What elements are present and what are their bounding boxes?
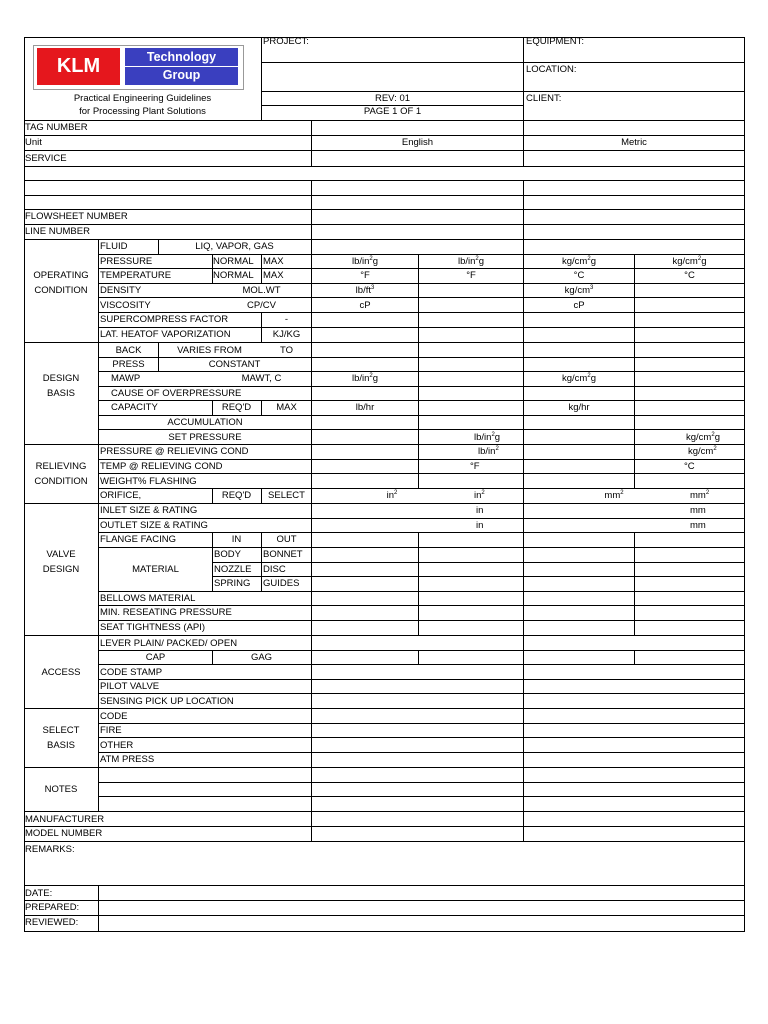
temperature-max-label: MAX <box>263 270 284 281</box>
weight-flashing-label: WEIGHT% FLASHING <box>100 476 197 487</box>
mawp-label: MAWP <box>111 373 141 384</box>
set-pressure-unit-metric: $kg/cm^2g$ <box>686 432 720 443</box>
grid-rule-vertical <box>523 37 524 121</box>
lat-heat-label: LAT. HEATOF VAPORIZATION <box>100 329 231 340</box>
grid-rule-vertical <box>98 239 99 812</box>
pressure-max-unit-en: $lb/in^2g$ <box>457 256 485 267</box>
grid-rule-horizontal <box>99 268 745 269</box>
service-label: SERVICE <box>25 153 67 164</box>
press-label: PRESS <box>112 359 145 370</box>
grid-rule-horizontal <box>24 224 745 225</box>
tag-number-label: TAG NUMBER <box>25 122 88 133</box>
inlet-size-label: INLET SIZE & RATING <box>100 505 198 516</box>
orifice-label: ORIFICE, <box>100 490 142 501</box>
temperature-normal-label: NORMAL <box>213 270 254 281</box>
grid-rule-horizontal <box>99 723 745 724</box>
back-label: BACK <box>115 345 142 356</box>
flange-in-label: IN <box>231 534 242 545</box>
grid-rule-horizontal <box>212 562 745 563</box>
date-label: DATE: <box>25 888 53 899</box>
grid-rule-horizontal <box>24 342 745 343</box>
temp-normal-unit-metric: °C <box>573 270 585 281</box>
metric-header: Metric <box>621 137 647 148</box>
grid-rule-horizontal <box>24 708 745 709</box>
fluid-label: FLUID <box>100 241 128 252</box>
accumulation-label: ACCUMULATION <box>167 417 243 428</box>
capacity-unit-metric: kg/hr <box>568 402 590 413</box>
select-basis-line1: SELECT <box>42 725 80 736</box>
mawp-unit-en: $lb/in^2g$ <box>351 373 379 384</box>
capacity-unit-en: lb/hr <box>355 402 375 413</box>
grid-rule-horizontal <box>24 135 745 136</box>
grid-rule-horizontal <box>99 488 745 489</box>
grid-rule-horizontal <box>99 796 745 797</box>
mawt-label: MAWT, C <box>241 373 282 384</box>
viscosity-label: VISCOSITY <box>100 300 151 311</box>
grid-rule-vertical <box>634 650 635 665</box>
grid-rule-horizontal <box>24 767 745 768</box>
grid-rule-horizontal <box>99 737 745 738</box>
relieving-temp-unit-metric: °C <box>684 461 695 472</box>
density-unit-en: $lb/ft^3$ <box>355 285 375 296</box>
supercompress-value: - <box>284 314 289 325</box>
mawp-unit-metric: $kg/cm^2g$ <box>562 373 596 384</box>
flange-facing-label: FLANGE FACING <box>100 534 177 545</box>
pilot-valve-label: PILOT VALVE <box>100 681 160 692</box>
flange-out-label: OUT <box>276 534 297 545</box>
set-pressure-label: SET PRESSURE <box>168 432 242 443</box>
grid-rule-horizontal <box>262 91 745 92</box>
grid-rule-horizontal <box>24 885 745 886</box>
access-section-label: ACCESS <box>41 667 81 678</box>
relieving-section-line1: RELIEVING <box>35 461 87 472</box>
grid-rule-horizontal <box>24 811 745 812</box>
cap-label: CAP <box>145 652 166 663</box>
grid-rule-horizontal <box>99 400 745 401</box>
capacity-reqd-label: REQ'D <box>221 402 252 413</box>
manufacturer-label: MANUFACTURER <box>25 814 105 825</box>
relieving-section-line2: CONDITION <box>34 476 88 487</box>
density-unit-metric: $kg/cm^3$ <box>564 285 594 296</box>
pressure-normal-unit-en: $lb/in^2g$ <box>351 256 379 267</box>
select-basis-line2: BASIS <box>47 740 75 751</box>
pressure-label: PRESSURE <box>100 256 153 267</box>
grid-rule-vertical <box>744 37 745 932</box>
grid-rule-horizontal <box>99 459 745 460</box>
constant-label: CONSTANT <box>208 359 261 370</box>
grid-rule-horizontal <box>99 283 745 284</box>
sensing-label: SENSING PICK UP LOCATION <box>100 696 234 707</box>
grid-rule-horizontal <box>24 239 745 240</box>
grid-rule-vertical <box>98 885 99 932</box>
equipment-label: EQUIPMENT: <box>526 36 585 47</box>
other-label: OTHER <box>100 740 134 751</box>
grid-rule-horizontal <box>212 576 745 577</box>
grid-rule-horizontal <box>99 605 745 606</box>
remarks-label: REMARKS: <box>25 844 75 855</box>
relieving-pressure-label: PRESSURE @ RELIEVING COND <box>100 446 249 457</box>
set-pressure-unit-en: $lb/in^2g$ <box>474 432 501 443</box>
temp-normal-unit-en: °F <box>360 270 370 281</box>
orifice-reqd-unit-en: $in^2$ <box>386 490 398 501</box>
grid-rule-horizontal <box>262 62 745 63</box>
to-label: TO <box>279 345 294 356</box>
page-label: PAGE 1 OF 1 <box>363 106 422 117</box>
varies-from-label: VARIES FROM <box>177 345 242 356</box>
logo-separator <box>125 66 238 67</box>
grid-rule-horizontal <box>99 473 745 474</box>
grid-rule-horizontal <box>24 900 745 901</box>
outlet-unit-metric: mm <box>690 520 706 531</box>
grid-rule-horizontal <box>99 620 745 621</box>
grid-rule-horizontal <box>24 37 745 38</box>
subtitle-line2: for Processing Plant Solutions <box>79 106 206 117</box>
grid-rule-horizontal <box>99 664 745 665</box>
grid-rule-horizontal <box>99 297 745 298</box>
material-label: MATERIAL <box>132 564 179 575</box>
mol-wt-label: MOL.WT <box>242 285 281 296</box>
orifice-reqd-label: REQ'D <box>221 490 252 501</box>
grid-rule-horizontal <box>24 209 745 210</box>
pressure-normal-unit-metric: $kg/cm^2g$ <box>562 256 596 267</box>
grid-rule-horizontal <box>99 327 745 328</box>
pressure-max-label: MAX <box>263 256 284 267</box>
supercompress-label: SUPERCOMPRESS FACTOR <box>100 314 229 325</box>
grid-rule-horizontal <box>99 312 745 313</box>
operating-section-line2: CONDITION <box>34 285 88 296</box>
grid-rule-vertical <box>418 650 419 665</box>
operating-section-line1: OPERATING <box>33 270 89 281</box>
relieving-temp-unit-en: °F <box>470 461 480 472</box>
grid-rule-horizontal <box>99 679 745 680</box>
grid-rule-horizontal <box>99 532 745 533</box>
grid-rule-horizontal <box>24 180 745 181</box>
subtitle-line1: Practical Engineering Guidelines <box>73 93 212 104</box>
line-number-label: LINE NUMBER <box>25 226 90 237</box>
grid-rule-horizontal <box>99 415 745 416</box>
unit-label: Unit <box>25 137 42 148</box>
grid-rule-horizontal <box>99 591 745 592</box>
orifice-select-label: SELECT <box>268 490 305 501</box>
outlet-size-label: OUTLET SIZE & RATING <box>100 520 208 531</box>
code-stamp-label: CODE STAMP <box>100 667 163 678</box>
grid-rule-horizontal <box>24 826 745 827</box>
pressure-normal-label: NORMAL <box>213 256 254 267</box>
grid-rule-horizontal <box>99 752 745 753</box>
grid-rule-horizontal <box>99 386 745 387</box>
viscosity-unit-metric: cP <box>573 300 585 311</box>
kj-kg-label: KJ/KG <box>272 329 301 340</box>
grid-rule-horizontal <box>99 357 745 358</box>
english-header: English <box>401 137 434 148</box>
pressure-max-unit-metric: $kg/cm^2g$ <box>672 256 707 267</box>
grid-rule-horizontal <box>99 547 745 548</box>
capacity-label: CAPACITY <box>111 402 158 413</box>
gag-label: GAG <box>250 652 273 663</box>
reseating-label: MIN. RESEATING PRESSURE <box>100 607 232 618</box>
atm-press-label: ATM PRESS <box>100 754 155 765</box>
cp-cv-label: CP/CV <box>246 300 277 311</box>
fire-label: FIRE <box>100 725 122 736</box>
body-label: BODY <box>214 549 241 560</box>
notes-section-label: NOTES <box>44 784 78 795</box>
fluid-options: LIQ, VAPOR, GAS <box>195 241 274 252</box>
model-number-label: MODEL NUMBER <box>25 828 103 839</box>
grid-rule-horizontal <box>99 518 745 519</box>
disc-label: DISC <box>263 564 286 575</box>
grid-rule-horizontal <box>99 254 745 255</box>
grid-rule-horizontal <box>24 150 745 151</box>
temp-max-unit-metric: °C <box>684 270 695 281</box>
location-label: LOCATION: <box>526 64 577 75</box>
orifice-reqd-unit-metric: $mm^2$ <box>604 490 624 501</box>
valve-section-line1: VALVE <box>46 549 76 560</box>
logo-mark: KLM <box>56 55 101 77</box>
grid-rule-horizontal <box>99 782 745 783</box>
grid-rule-horizontal <box>24 635 745 636</box>
lever-label: LEVER PLAIN/ PACKED/ OPEN <box>100 638 238 649</box>
grid-rule-horizontal <box>24 120 745 121</box>
grid-rule-horizontal <box>99 650 745 651</box>
capacity-max-label: MAX <box>276 402 297 413</box>
project-label: PROJECT: <box>263 36 309 47</box>
relieving-pressure-unit-en: $lb/in^2$ <box>478 446 499 457</box>
valve-section-line2: DESIGN <box>42 564 80 575</box>
cause-label: CAUSE OF OVERPRESSURE <box>111 388 242 399</box>
grid-rule-vertical <box>261 254 262 284</box>
tightness-label: SEAT TIGHTNESS (API) <box>100 622 206 633</box>
reviewed-label: REVIEWED: <box>25 917 79 928</box>
flowsheet-number-label: FLOWSHEET NUMBER <box>25 211 128 222</box>
logo-line1: Technology <box>146 50 217 64</box>
grid-rule-horizontal <box>24 503 745 504</box>
grid-rule-horizontal <box>24 931 745 932</box>
relieving-temp-label: TEMP @ RELIEVING COND <box>100 461 223 472</box>
grid-rule-horizontal <box>99 371 745 372</box>
grid-rule-horizontal <box>24 166 745 167</box>
grid-rule-horizontal <box>24 915 745 916</box>
design-section-line2: BASIS <box>47 388 75 399</box>
revision-label: REV: 01 <box>374 93 411 104</box>
viscosity-unit-en: cP <box>359 300 371 311</box>
bonnet-label: BONNET <box>263 549 303 560</box>
temp-max-unit-en: °F <box>466 270 476 281</box>
grid-rule-horizontal <box>24 195 745 196</box>
relieving-pressure-unit-metric: $kg/cm^2$ <box>688 446 717 457</box>
spring-label: SPRING <box>214 578 251 589</box>
code-label: CODE <box>100 711 128 722</box>
temperature-label: TEMPERATURE <box>100 270 172 281</box>
grid-rule-horizontal <box>99 693 745 694</box>
density-label: DENSITY <box>100 285 142 296</box>
guides-label: GUIDES <box>263 578 300 589</box>
nozzle-label: NOZZLE <box>214 564 252 575</box>
inlet-unit-metric: mm <box>690 505 706 516</box>
orifice-select-unit-en: $in^2$ <box>474 490 485 501</box>
prepared-label: PREPARED: <box>25 902 80 913</box>
orifice-select-unit-metric: $mm^2$ <box>690 490 710 501</box>
grid-rule-horizontal <box>24 444 745 445</box>
inlet-unit-en: in <box>476 505 484 516</box>
bellows-label: BELLOWS MATERIAL <box>100 593 196 604</box>
logo-line2: Group <box>162 68 201 82</box>
grid-rule-horizontal <box>99 429 745 430</box>
client-label: CLIENT: <box>526 93 562 104</box>
grid-rule-horizontal <box>24 841 745 842</box>
outlet-unit-en: in <box>476 520 484 531</box>
design-section-line1: DESIGN <box>42 373 80 384</box>
